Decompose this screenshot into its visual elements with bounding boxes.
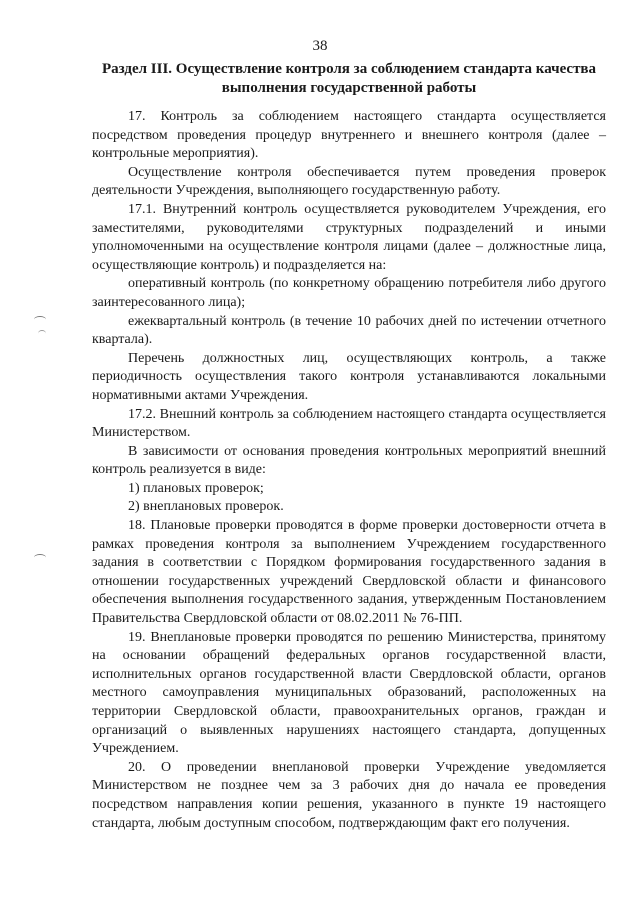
paragraph-17: 17. Контроль за соблюдением настоящего стандарта осуществляется посредством проведения процедур внутреннего и внешнего контроля (далее – контрольные мероприятия). [92, 109, 606, 162]
paragraph-control-checks: Осуществление контроля обеспечивается путем проведения проверок деятельности Учреждения, выполняющего государственную работу. [92, 164, 606, 199]
list-item-planned: 1) плановых проверок; [128, 480, 264, 496]
paragraph-19: 19. Внеплановые проверки проводятся по решению Министерства, принятому на основании обращений федеральных органов государственной власти, исполнительных органов государственной власти Свердловской области, органов местного самоуправления муниципальных образований, расположенных на территории Свердловской области, правоохранительных органов, граждан и организаций о выявленных нарушениях настоящего стандарта, допущенных Учреждением. [92, 629, 606, 757]
paragraph-operational-control: оперативный контроль (по конкретному обращению потребителя либо другого заинтересованного лица); [92, 276, 606, 310]
scan-artifact [34, 554, 46, 561]
paragraph-17-1: 17.1. Внутренний контроль осуществляется руководителем Учреждения, его заместителями, руководителями структурных подразделений и иными уполномоченными на осуществление контроля лицами (далее – должностные лица, осуществляющие контроль) и подразделяется на: [92, 201, 606, 273]
paragraph-external-forms: В зависимости от основания проведения контрольных мероприятий внешний контроль реализуется в виде: [92, 443, 606, 478]
page-number: 38 [312, 38, 328, 54]
scan-artifact [38, 330, 46, 337]
paragraph-18: 18. Плановые проверки проводятся в форме проверки достоверности отчета в рамках проведения контроля за выполнением Учреждением государственного задания в соответствии с Порядком формирования государственного задания в отношении государственных учреждений Свердловской области и финансового обеспечения выполнения государственного задания, утвержденным Постановлением Правительства Свердловской области от 08.02.2011 № 76-ПП. [92, 518, 606, 627]
scan-artifact [34, 316, 46, 323]
document-body [92, 108, 606, 833]
list-item-unplanned: 2) внеплановых проверок. [128, 499, 284, 515]
paragraph-quarterly-control: ежеквартальный контроль (в течение 10 рабочих дней по истечении отчетного квартала). [92, 313, 606, 348]
section-heading: Раздел III. Осуществление контроля за соблюдением стандарта качества выполнения государственной работы [101, 61, 597, 96]
paragraph-officials-list: Перечень должностных лиц, осуществляющих контроль, а также периодичность осуществления такого контроля устанавливаются локальными нормативными актами Учреждения. [92, 350, 606, 403]
paragraph-20: 20. О проведении внеплановой проверки Учреждение уведомляется Министерством не позднее чем за 3 рабочих дня до начала ее проведения посредством направления копии решения, указанного в пункте 19 настоящего стандарта, любым доступным способом, подтверждающим факт его получения. [92, 759, 606, 831]
paragraph-17-2: 17.2. Внешний контроль за соблюдением настоящего стандарта осуществляется Министерством. [92, 406, 606, 441]
